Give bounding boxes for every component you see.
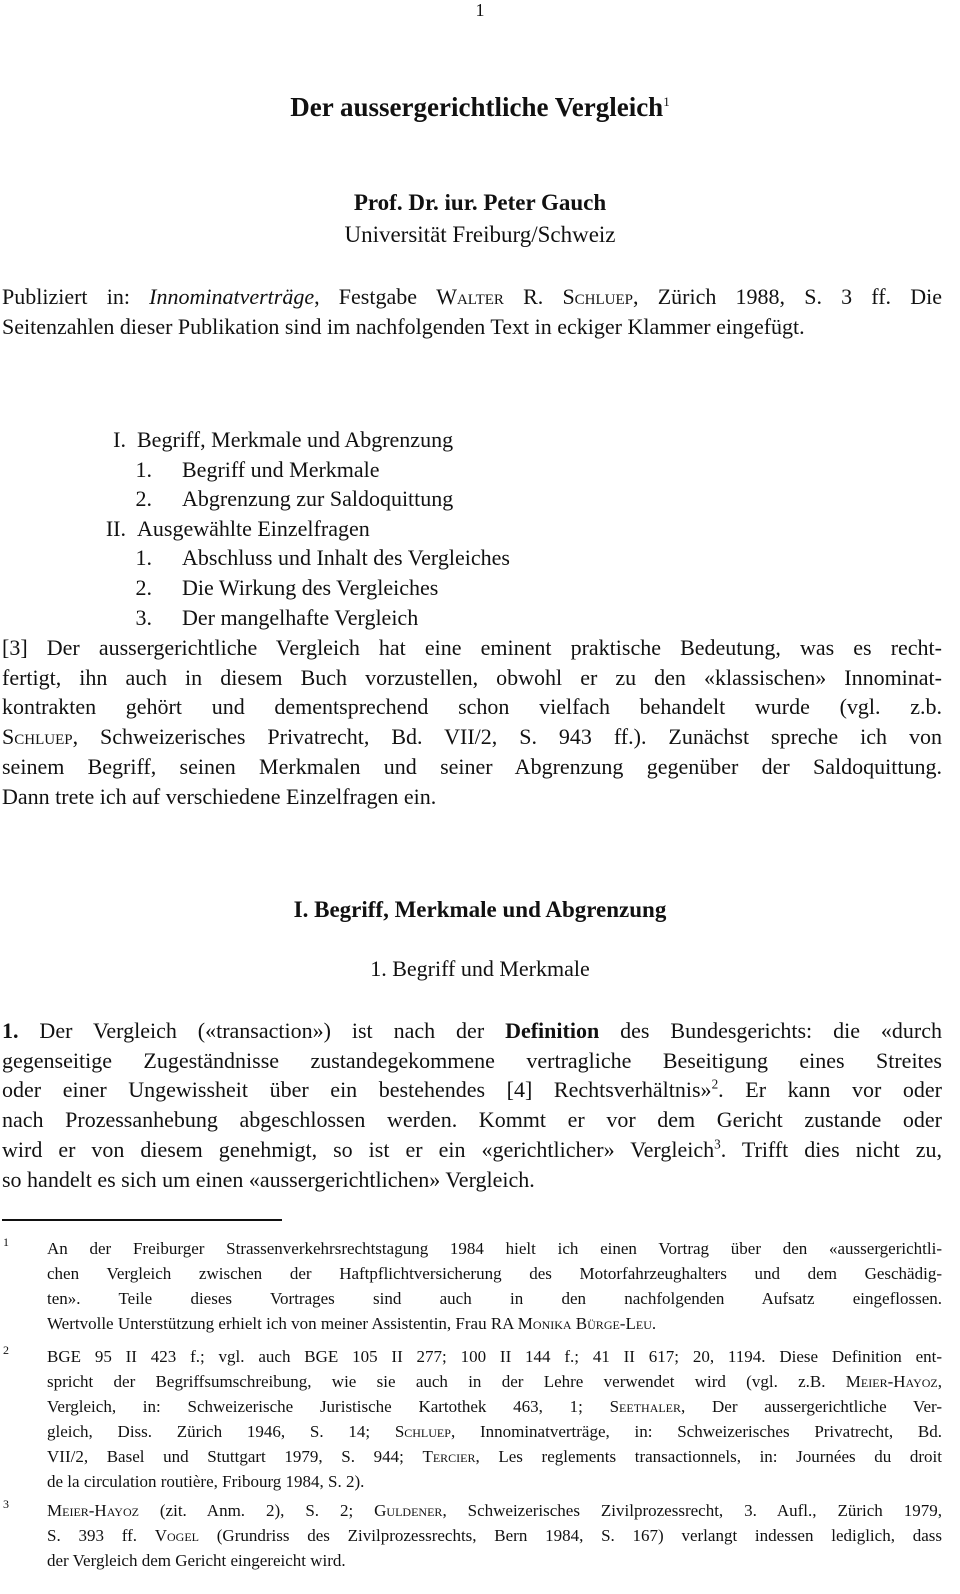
text-segment: . Er kann vor oder xyxy=(718,1077,942,1103)
text-line xyxy=(47,1469,942,1494)
text-line xyxy=(47,1548,942,1573)
toc-label: Der mangelhafte Vergleich xyxy=(182,604,419,630)
text-segment: oder einer Ungewissheit über ein bestehendes [4] Rechtsverhältnis» xyxy=(2,1077,712,1103)
text-segment: , Der aussergerichtliche Ver- xyxy=(681,1397,942,1416)
toc-label: Die Wirkung des Vergleiches xyxy=(182,574,439,600)
text-segment: Tercier xyxy=(422,1447,476,1466)
author: Prof. Dr. iur. Peter Gauch xyxy=(353,190,607,215)
text-segment: des Bundesgerichts: die «durch xyxy=(599,1018,942,1043)
text-segment: spricht der Begriffsumschreibung, wie sie auch in der Lehre verwendet wird (vgl. z.B. xyxy=(47,1372,846,1391)
toc-number: 3. xyxy=(135,604,152,630)
text-segment: . Trifft dies nicht zu, xyxy=(720,1136,943,1162)
text-segment: Innominatverträge xyxy=(149,284,315,309)
footnote-body xyxy=(47,1498,942,1573)
footnote-3 xyxy=(0,1498,942,1573)
title-footnote-ref[interactable]: 1 xyxy=(663,94,670,109)
text-line xyxy=(2,663,942,693)
text-segment: Der Vergleich («transaction») ist nach der xyxy=(18,1018,506,1043)
toc-number: II. xyxy=(105,515,126,541)
text-segment: wird er von diesem genehmigt, so ist er ein «gerichtlicher» Vergleich xyxy=(2,1136,715,1162)
document-title xyxy=(0,92,960,123)
text-line xyxy=(47,1261,942,1286)
text-line xyxy=(47,1394,942,1419)
text-segment: fertigt, ihn auch in diesem Buch vorzustellen, obwohl er zu den «klassischen» Innominat- xyxy=(2,664,942,690)
text-segment: der Vergleich dem Gericht eingereicht wird. xyxy=(47,1551,346,1570)
footnote-body xyxy=(47,1344,942,1494)
affiliation: Universität Freiburg/Schweiz xyxy=(344,222,616,247)
text-segment: , xyxy=(937,1372,942,1391)
toc-number: 1. xyxy=(135,456,152,482)
text-line xyxy=(2,722,942,752)
text-segment: An der Freiburger Strassenverkehrsrechtstagung 1984 hielt ich einen Vortrag über den «aussergerichtli- xyxy=(47,1239,942,1258)
text-line xyxy=(47,1236,942,1261)
text-line xyxy=(47,1523,942,1548)
text-segment: Meier-Hayoz xyxy=(845,1372,938,1391)
toc-number: 1. xyxy=(135,545,152,571)
text-line xyxy=(47,1344,942,1369)
section-heading: I. Begriff, Merkmale und Abgrenzung xyxy=(293,897,667,922)
text-segment: kontrakten gehört und dementsprechend schon vielfach behandelt wurde (vgl. z.b. xyxy=(2,694,942,720)
text-segment: 1. xyxy=(2,1018,19,1043)
text-segment: Definition xyxy=(505,1018,600,1043)
footnote-number: 3 xyxy=(3,1497,9,1511)
text-line xyxy=(2,692,942,722)
text-segment: Dann trete ich auf verschiedene Einzelfragen ein. xyxy=(2,783,437,809)
text-segment: ten». Teile dieses Vortrages sind auch in den nachfolgenden Aufsatz eingeflossen. xyxy=(47,1289,942,1308)
text-line xyxy=(2,752,942,782)
toc-number: 2. xyxy=(135,486,152,512)
text-segment: S. 393 ff. xyxy=(47,1526,155,1545)
text-segment: Seethaler xyxy=(609,1397,682,1416)
text-segment: nach Prozessanhebung abgeschlossen werden. Kommt er vor dem Gericht zustande oder xyxy=(2,1107,942,1133)
subsection-heading: 1. Begriff und Merkmale xyxy=(370,956,590,981)
publication-note xyxy=(2,282,942,341)
footnote-number: 2 xyxy=(3,1343,9,1357)
footnote-2 xyxy=(0,1344,942,1494)
text-line xyxy=(2,633,942,663)
text-line xyxy=(2,1075,942,1105)
text-segment: Publiziert in: xyxy=(2,284,150,309)
text-segment: Monika Bürge-Leu xyxy=(517,1314,652,1333)
text-line xyxy=(2,1105,942,1135)
footnote-ref[interactable]: 3 xyxy=(714,1136,721,1152)
text-segment: (zit. Anm. 2), S. 2; xyxy=(138,1501,375,1520)
text-segment: , Festgabe xyxy=(314,284,437,309)
text-segment: de la circulation routière, Fribourg 1984, S. 2). xyxy=(47,1472,365,1491)
text-segment: gleich, Diss. Zürich 1946, S. 14; xyxy=(47,1422,395,1441)
toc-label: Abgrenzung zur Saldoquittung xyxy=(182,486,454,512)
text-segment: , Les reglements transactionnels, in: Journées du droit xyxy=(475,1447,942,1466)
text-segment: VII/2, Basel und Stuttgart 1979, S. 944; xyxy=(47,1447,423,1466)
footnote-1 xyxy=(0,1236,942,1336)
text-segment: Walter R. Schluep xyxy=(436,284,634,309)
text-segment: seinem Begriff, seinen Merkmalen und seiner Abgrenzung gegenüber der Saldoquittung. xyxy=(2,753,942,779)
text-line xyxy=(2,782,942,812)
text-line xyxy=(2,1135,942,1165)
toc-number: 2. xyxy=(135,574,152,600)
text-segment: Vogel xyxy=(154,1526,200,1545)
text-line xyxy=(47,1311,942,1336)
text-segment: Schluep xyxy=(2,724,73,750)
paragraph-1 xyxy=(2,1016,942,1194)
toc-label: Begriff und Merkmale xyxy=(182,456,380,482)
text-segment: Wertvolle Unterstützung erhielt ich von meiner Assistentin, Frau RA xyxy=(47,1314,518,1333)
text-line xyxy=(47,1369,942,1394)
text-line xyxy=(2,1016,942,1046)
title-text: Der aussergerichtliche Vergleich xyxy=(290,92,664,122)
text-segment: Guldener xyxy=(374,1501,443,1520)
text-segment: chen Vergleich zwischen der Haftpflichtversicherung des Motorfahrzeughalters und dem Geschädig- xyxy=(47,1264,942,1283)
text-segment: Vergleich, in: Schweizerische Juristische Kartothek 463, 1; xyxy=(47,1397,610,1416)
footnote-number: 1 xyxy=(3,1235,9,1249)
text-line xyxy=(2,282,942,312)
text-line xyxy=(47,1498,942,1523)
footnote-body xyxy=(47,1236,942,1336)
toc-number: I. xyxy=(113,427,126,452)
text-line xyxy=(47,1419,942,1444)
text-segment: , Innominatverträge, in: Schweizerisches Privatrecht, Bd. xyxy=(450,1422,942,1441)
page-number: 1 xyxy=(475,0,485,20)
toc-label: Ausgewählte Einzelfragen xyxy=(137,515,370,541)
text-segment: Seitenzahlen dieser Publikation sind im nachfolgenden Text in eckiger Klammer eingefügt. xyxy=(2,313,805,339)
text-line xyxy=(47,1286,942,1311)
toc-label: Abschluss und Inhalt des Vergleiches xyxy=(182,545,510,571)
text-segment: , Schweizerisches Privatrecht, Bd. VII/2, S. 943 ff.). Zunächst spreche ich von xyxy=(72,724,942,750)
text-segment: [3] Der aussergerichtliche Vergleich hat eine eminent praktische Bedeutung, was es recht- xyxy=(2,635,942,660)
footnote-ref[interactable]: 2 xyxy=(711,1077,719,1093)
toc-label: Begriff, Merkmale und Abgrenzung xyxy=(137,427,454,452)
footnote-separator xyxy=(2,1219,282,1221)
text-segment: , Zürich 1988, S. 3 ff. Die xyxy=(633,284,943,309)
text-segment: so handelt es sich um einen «aussergerichtlichen» Vergleich. xyxy=(2,1166,535,1192)
text-segment: BGE 95 II 423 f.; vgl. auch BGE 105 II 277; 100 II 144 f.; 41 II 617; 20, 1194. Diese Definition ent- xyxy=(47,1347,942,1366)
text-segment: Meier-Hayoz xyxy=(47,1501,139,1520)
text-segment: Schluep xyxy=(394,1422,451,1441)
text-segment: (Grundriss des Zivilprozessrechts, Bern 1984, S. 167) verlangt indessen lediglich, dass xyxy=(199,1526,942,1545)
text-segment: . xyxy=(651,1314,657,1333)
text-line xyxy=(2,312,942,342)
text-line xyxy=(2,1165,942,1195)
intro-paragraph xyxy=(2,633,942,811)
text-segment: , Schweizerisches Zivilprozessrecht, 3. Aufl., Zürich 1979, xyxy=(442,1501,942,1520)
text-line xyxy=(47,1444,942,1469)
text-line xyxy=(2,1046,942,1076)
text-segment: gegenseitige Zugeständnisse zustandegekommene vertragliche Beseitigung eines Streites xyxy=(2,1047,942,1073)
